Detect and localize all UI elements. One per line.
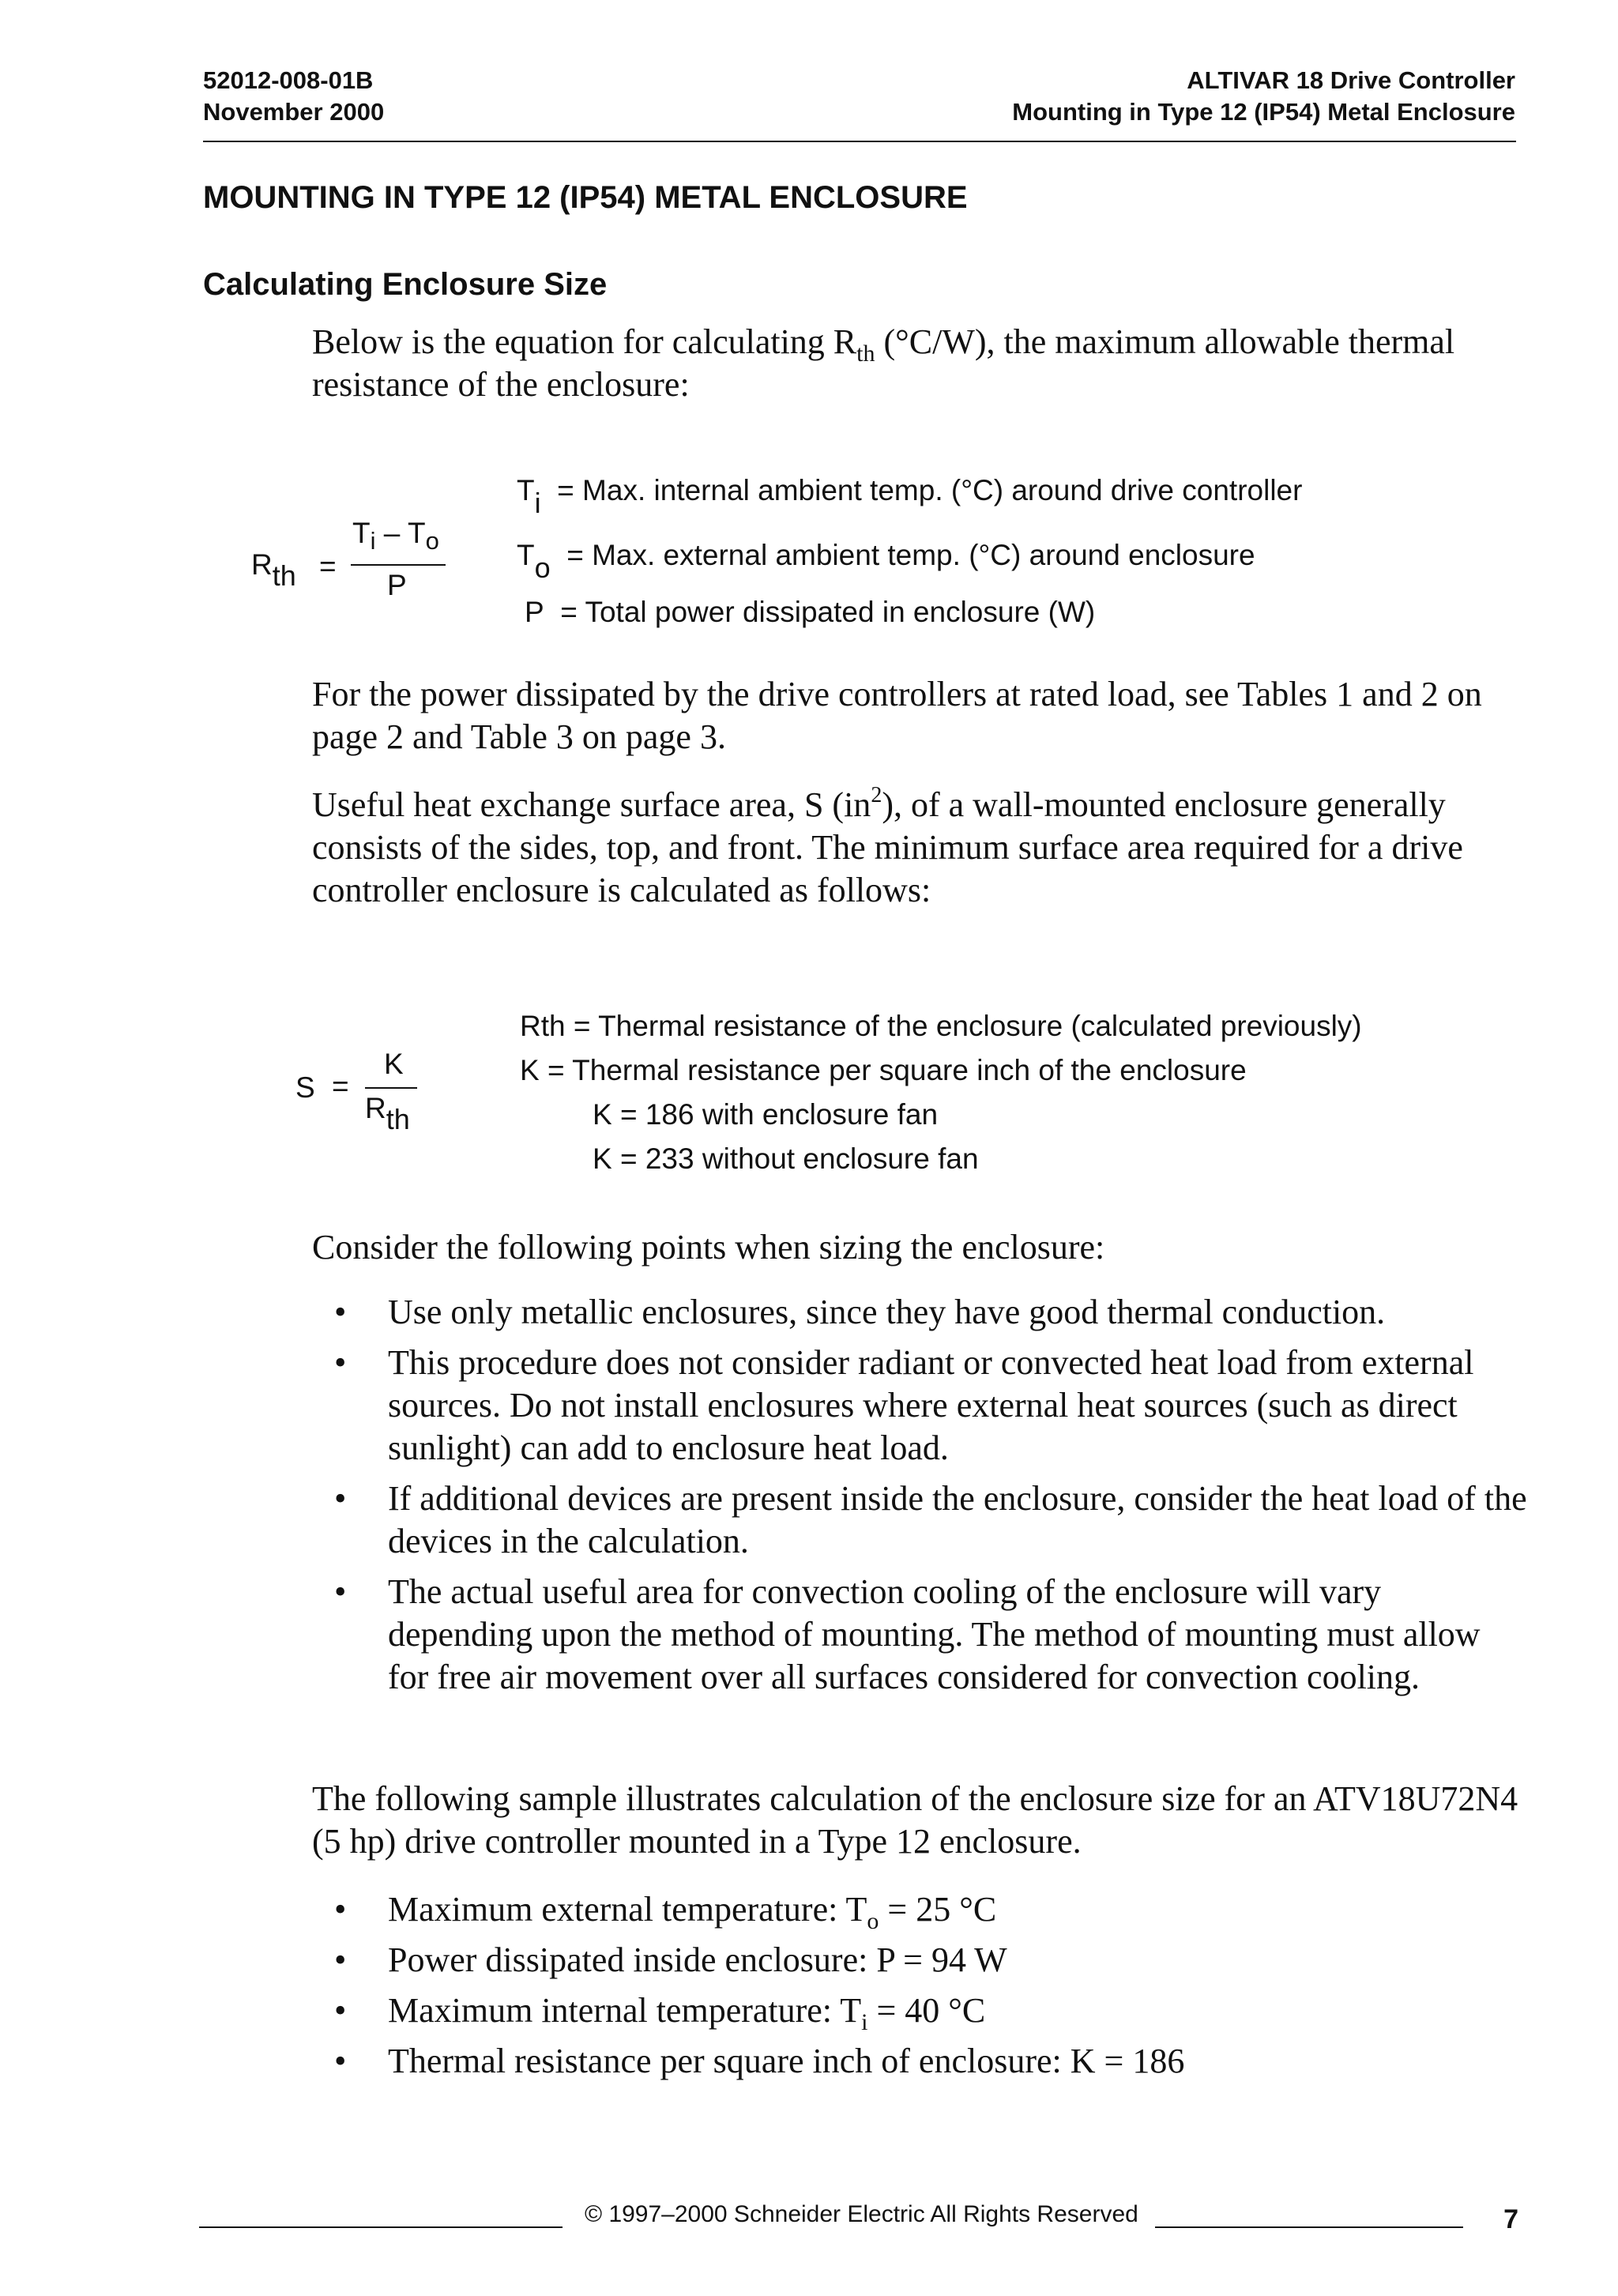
consider-intro: Consider the following points when sizing the enclosure: <box>312 1228 1105 1267</box>
page-number: 7 <box>1503 2204 1518 2234</box>
footer-rule-left <box>199 2226 563 2228</box>
list-item: • The actual useful area for convection cooling of the enclosure will vary depending upon the method of mounting. The method of mounting must allow for free air movement over all surfaces considered for convection cooling. <box>334 1572 1481 1696</box>
power-paragraph: For the power dissipated by the drive controllers at rated load, see Tables 1 and 2 on page 2 and Table 3 on page 3. <box>312 675 1482 756</box>
product-title: ALTIVAR 18 Drive Controller <box>1187 66 1515 94</box>
list-item: • If additional devices are present inside the enclosure, consider the heat load of the devices in the calculation. <box>334 1479 1527 1560</box>
intro-paragraph: Below is the equation for calculating $R_{th}$ (°C/W), the maximum allowable thermal resistance of the enclosure: <box>312 322 1455 404</box>
doc-number: 52012-008-01B <box>203 66 374 94</box>
surface-paragraph: Useful heat exchange surface area, S $(in^2)$, of a wall-mounted enclosure generally consists of the sides, top, and front. The minimum surface area required for a drive controller enclosure is calculated as follows: <box>312 783 1463 909</box>
list-item: • Maximum external temperature: $T_o = 25$ °C <box>334 1890 997 1934</box>
section-title: Mounting in Type 12 (IP54) Metal Enclosure <box>1012 98 1515 126</box>
formula-s-def-k-nofan: K = 233 without enclosure fan <box>593 1142 979 1175</box>
sub-heading: Calculating Enclosure Size <box>203 267 608 302</box>
formula-rth-equals: = <box>319 550 337 582</box>
list-item: • Maximum internal temperature: $T_i = 40$ °C <box>334 1991 986 2035</box>
main-heading: MOUNTING IN TYPE 12 (IP54) METAL ENCLOSURE <box>203 180 968 215</box>
formula-rth-def-p: P = Total power dissipated in enclosure (W) <box>525 596 1096 628</box>
header-left <box>203 65 384 128</box>
doc-date: November 2000 <box>203 98 385 126</box>
formula-rth-lhs: $R_{th}$ <box>251 548 296 592</box>
formula-s-def-k: K = Thermal resistance per square inch of the enclosure <box>520 1054 1247 1086</box>
formula-s-denominator: $R_{th}$ <box>365 1092 410 1135</box>
list-item: • Use only metallic enclosures, since they have good thermal conduction. <box>334 1293 1386 1331</box>
footer-copyright: © 1997–2000 Schneider Electric All Rights Reserved <box>585 2201 1138 2227</box>
list-item: • Power dissipated inside enclosure: P = 94 W <box>334 1940 1007 1979</box>
consider-list <box>312 1291 1529 1707</box>
formula-rth-def-to: To = Max. external ambient temp. (°C) around enclosure <box>517 539 1255 584</box>
sample-list <box>312 1888 1529 2091</box>
formula-s-def-rth: Rth = Thermal resistance of the enclosure (calculated previously) <box>520 1010 1362 1042</box>
list-item: • This procedure does not consider radiant or convected heat load from external sources. Do not install enclosures where external heat sources (such as direct sunlight) can add to enclosure heat load. <box>334 1343 1474 1467</box>
header-rule <box>203 141 1516 142</box>
formula-rth-def-ti: Ti = Max. internal ambient temp. (°C) around drive controller <box>517 474 1303 519</box>
formula-rth-fraction-bar <box>351 564 446 566</box>
formula-s-numerator: K <box>384 1048 404 1080</box>
list-item: • Thermal resistance per square inch of enclosure: K = 186 <box>334 2042 1185 2080</box>
formula-rth-denominator: P <box>387 569 407 601</box>
formula-s-lhs: S <box>295 1071 315 1104</box>
formula-rth-numerator: $T_i - T_o$ <box>352 517 439 555</box>
formula-s-equals: = <box>332 1070 349 1102</box>
header-right <box>1012 65 1515 128</box>
sample-intro: The following sample illustrates calculation of the enclosure size for an ATV18U72N4 (5 hp) drive controller mounted in a Type 12 enclosure. <box>312 1779 1518 1861</box>
formula-s-def-k-fan: K = 186 with enclosure fan <box>593 1098 939 1131</box>
footer-rule-right <box>1155 2226 1463 2228</box>
formula-s-fraction-bar <box>365 1087 417 1089</box>
